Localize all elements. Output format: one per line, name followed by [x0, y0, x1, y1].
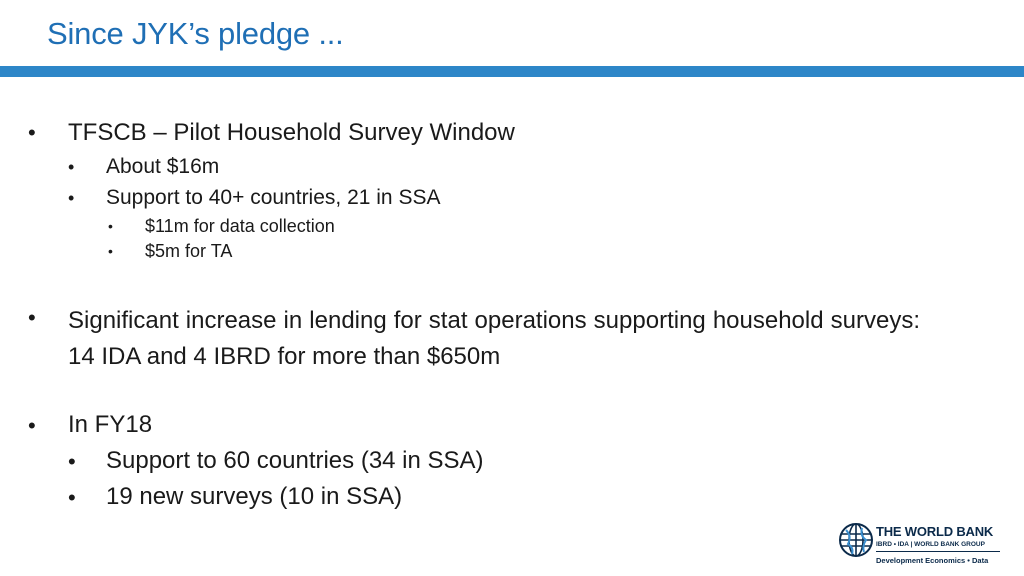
bullet-item-new-surveys: 19 new surveys (10 in SSA) [106, 483, 403, 510]
title-underline-bar [0, 66, 1024, 77]
logo-subtitle: IBRD • IDA | WORLD BANK GROUP [876, 541, 985, 548]
logo-tagline: Development Economics • Data [876, 556, 989, 565]
bullet-item-support-60-countries: Support to 60 countries (34 in SSA) [106, 447, 484, 474]
bullet: • [28, 305, 36, 330]
logo-name: THE WORLD BANK [876, 524, 994, 539]
bullet-item-data-collection: $11m for data collection [145, 216, 335, 236]
bullet: • [28, 120, 36, 145]
bullet-item-about-16m: About $16m [106, 155, 220, 178]
bullet: • [68, 188, 75, 208]
slide-title: Since JYK’s pledge ... [47, 16, 344, 51]
bullet: • [108, 218, 113, 234]
bullet: • [68, 449, 76, 474]
bullet-item-fy18: In FY18 [68, 411, 153, 438]
globe-icon [838, 522, 874, 558]
bullet: • [28, 413, 36, 438]
bullet-item-support-40-countries: Support to 40+ countries, 21 in SSA [106, 186, 441, 209]
bullet-item-lending-increase: Significant increase in lending for stat operations supporting household surveys: 14 IDA and 4 IBRD for more than $650m [68, 307, 920, 370]
bullet-item-ta: $5m for TA [145, 241, 233, 261]
bullet: • [68, 157, 75, 177]
logo-divider [876, 551, 1000, 552]
world-bank-logo [838, 520, 1008, 572]
bullet-item-tfscb: TFSCB – Pilot Household Survey Window [68, 119, 515, 146]
bullet: • [68, 485, 76, 510]
bullet: • [108, 243, 113, 259]
